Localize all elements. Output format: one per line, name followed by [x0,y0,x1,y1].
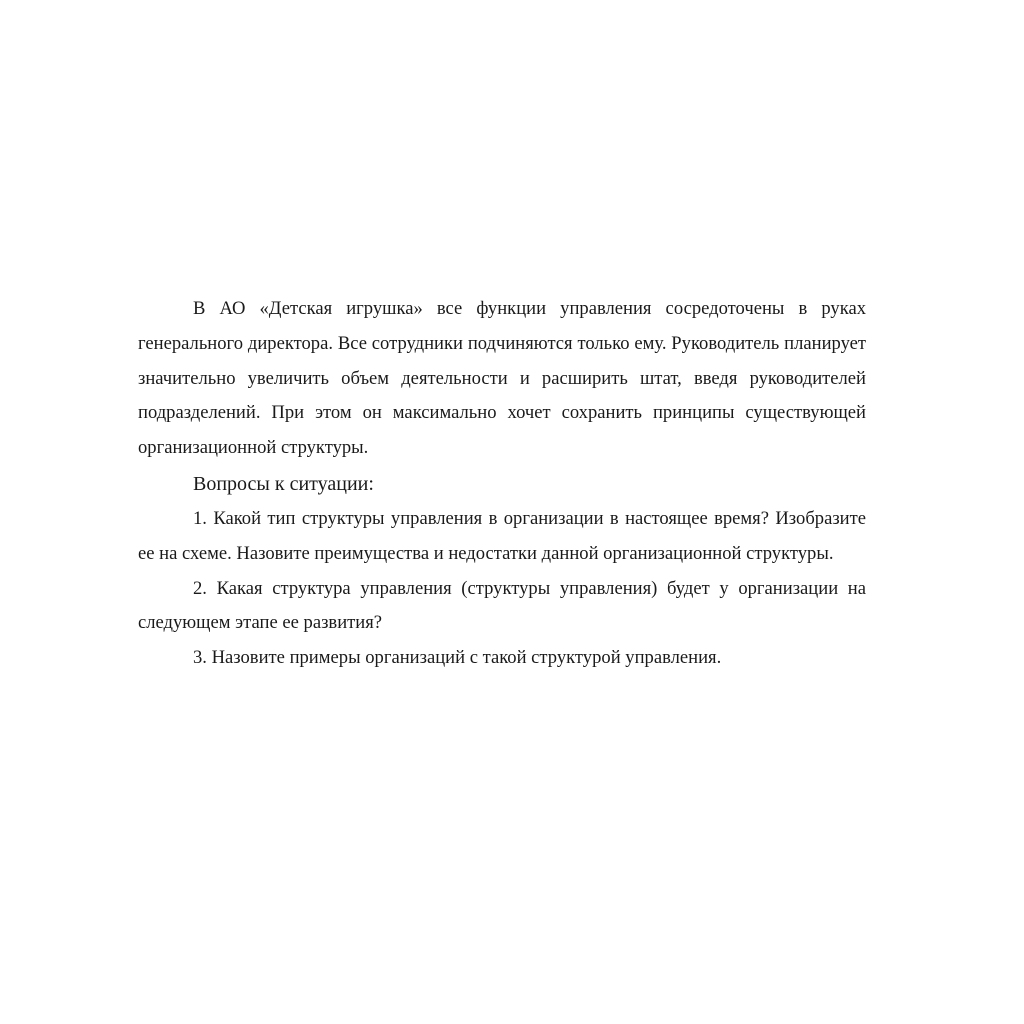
intro-paragraph: В АО «Детская игрушка» все функции управления сосредоточены в руках генерального директора. Все сотрудники подчиняются только ему. Руководитель планирует значительно увеличить объем деятельности и расширить штат, введя руководителей подразделений. При этом он максимально хочет сохранить принципы существующей организационной структуры. [138,298,866,459]
document-page [138,292,866,676]
questions-heading: Вопросы к ситуации: [193,472,374,495]
question-item: 2. Какая структура управления (структуры управления) будет у организации на следующем этапе ее развития? [138,577,866,634]
question-item: 3. Назовите примеры организаций с такой структурой управления. [193,647,722,669]
question-item: 1. Какой тип структуры управления в организации в настоящее время? Изобразите ее на схеме. Назовите преимущества и недостатки данной организационной структуры. [138,507,866,564]
